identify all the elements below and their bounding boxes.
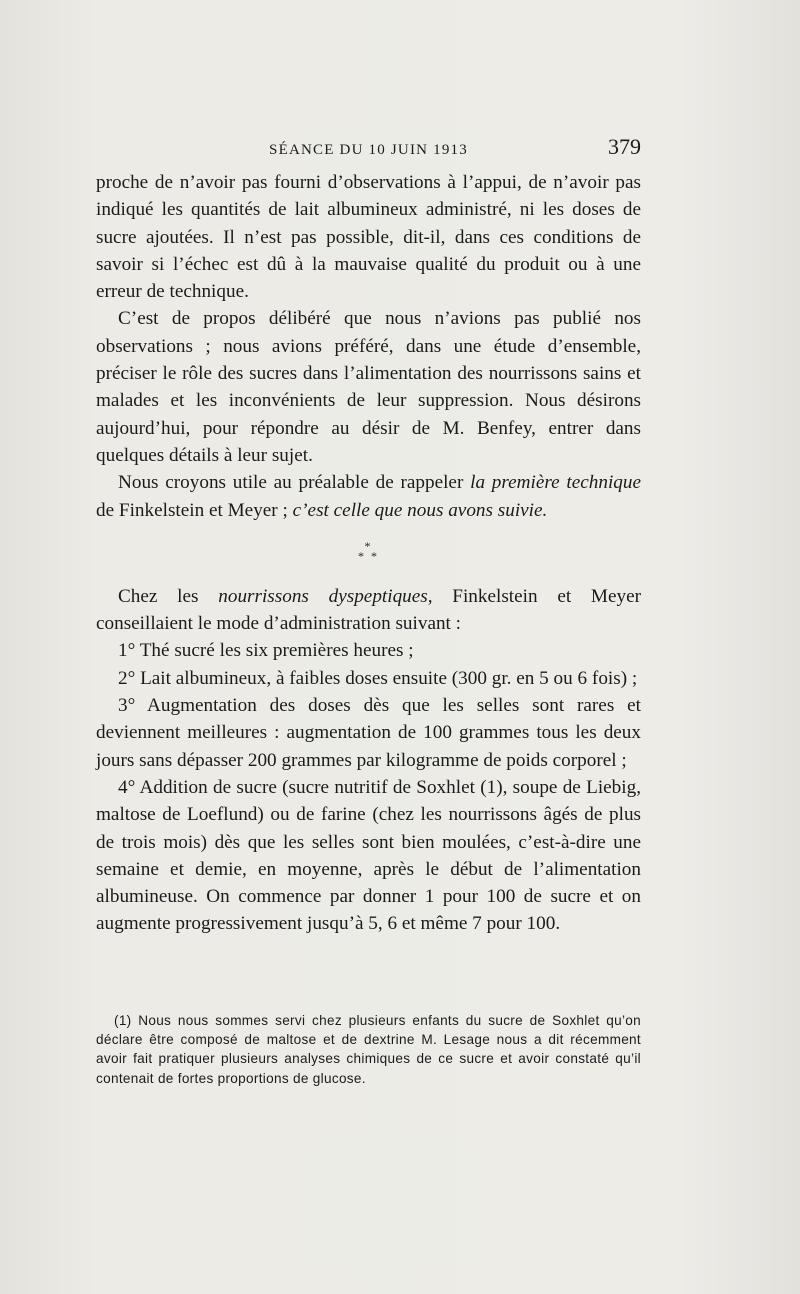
footnote-text: (1) Nous nous sommes servi chez plusieurs enfants du sucre de Soxhlet qu’on déclare être composé de maltose et de dextrine M. Lesage nous a dit récemment avoir fait pratiquer plusieurs analyses chimiques de ce sucre et avoir constaté qu’il contenait de fortes proportions de glucose. — [96, 1013, 641, 1086]
technique-text-a: Nous croyons utile au préalable de rappeler — [118, 472, 471, 494]
technique-italic-d: c’est celle que nous avons suivie. — [292, 499, 548, 521]
paragraph-dyspeptic — [96, 583, 641, 638]
dyspeptic-italic-b: nourrissons dyspeptiques, — [218, 585, 433, 607]
dyspeptic-text-a: Chez les — [118, 585, 219, 607]
body-text — [96, 169, 641, 938]
list-item-3: 3° Augmentation des doses dès que les selles sont rares et deviennent meilleures : augmentation de 100 grammes tous les deux jours sans dépasser 200 grammes par kilogramme de poids corporel ; — [96, 695, 641, 771]
section-separator — [96, 538, 641, 563]
separator-star-top: * — [364, 538, 373, 553]
list-item-2: 2° Lait albumineux, à faibles doses ensuite (300 gr. en 5 ou 6 fois) ; — [118, 667, 638, 689]
list-item-1: 1° Thé sucré les six premières heures ; — [118, 640, 414, 662]
paragraph-continuation: proche de n’avoir pas fourni d’observations à l’appui, de n’avoir pas indiqué les quantités de lait albumineux administré, ni les doses de sucre ajoutées. Il n’est pas possible, dit-il, dans ces conditions de savoir si l’échec est dû à la mauvaise qualité du produit ou à une erreur de technique. — [96, 172, 641, 303]
list-item-4: 4° Addition de sucre (sucre nutritif de Soxhlet (1), soupe de Liebig, maltose de Loeflund) ou de farine (chez les nourrissons âgés de plus de trois mois) dès que les selles sont bien moulées, c’est-à-dire une semaine et demie, en moyenne, après le début de l’alimentation albumineuse. On commence par donner 1 pour 100 de sucre et on augmente progressivement jusqu’à 5, 6 et même 7 pour 100. — [96, 776, 641, 935]
paragraph-observations: C’est de propos délibéré que nous n’avions pas publié nos observations ; nous avions préféré, dans une étude d’ensemble, préciser le rôle des sucres dans l’alimentation des nourrissons sains et malades et les inconvénients de leur suppression. Nous désirons aujourd’hui, pour répondre au désir de M. Benfey, entrer dans quelques détails à leur sujet. — [96, 308, 641, 466]
footnote — [96, 1011, 641, 1088]
technique-text-c: de Finkelstein et Meyer ; — [96, 499, 293, 521]
dyspeptic-text-c: Finkelstein et Meyer conseillaient le mode d’administration suivant : — [96, 585, 641, 635]
page-number: 379 — [608, 134, 641, 159]
running-title: SÉANCE DU 10 JUIN 1913 — [269, 142, 468, 158]
page-header — [96, 134, 641, 164]
paragraph-technique — [96, 469, 641, 524]
separator-stars-bottom: * * — [358, 548, 379, 563]
technique-italic-b: la première technique — [470, 472, 641, 494]
